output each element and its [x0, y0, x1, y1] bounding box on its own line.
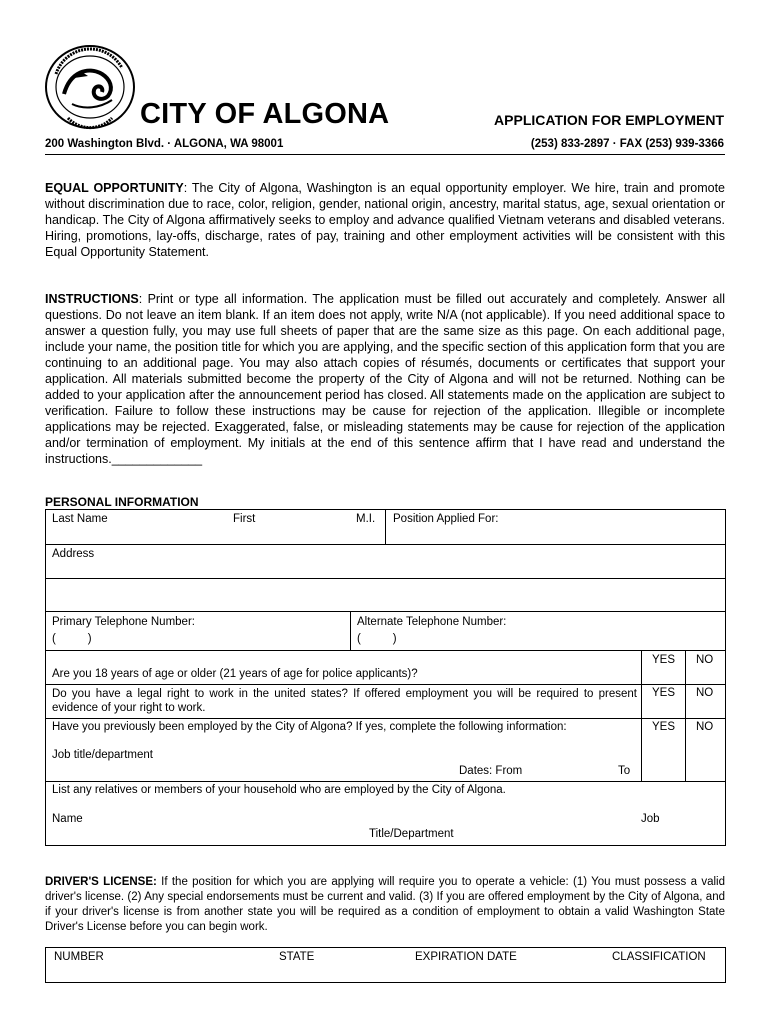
dates-from-label: Dates: From: [459, 765, 523, 777]
question-age-row: [45, 650, 642, 685]
primary-phone-label: Primary Telephone Number:: [52, 616, 195, 628]
relative-title-department-label: Title/Department: [369, 828, 454, 840]
city-phone-fax: (253) 833-2897 · FAX (253) 939-3366: [530, 138, 724, 150]
license-number-label: NUMBER: [54, 951, 104, 963]
first-name-label: First: [233, 513, 256, 525]
age-yes-box[interactable]: [641, 650, 686, 685]
primary-phone-area-code: ( ): [52, 633, 92, 645]
equal-opportunity-statement: [45, 180, 725, 260]
previous-yes-box[interactable]: [641, 718, 686, 782]
city-title: CITY OF ALGONA: [140, 98, 390, 130]
primary-phone-field[interactable]: [45, 611, 351, 651]
city-address: 200 Washington Blvd. · ALGONA, WA 98001: [45, 138, 284, 150]
instructions-text: : Print or type all information. The application must be filled out accurately and completely. Answer all questions. Do not leave an item blank. If an item does not apply, write N/A (not applicable). If you need additional space to answer a question fully, you may use full sheets of paper that are the same size as this page. On each additional page, include your name, the position title for which you are applying, and the specific section of this application form that you are continuing to an additional page. You may also attach copies of résumés, documents or certificates that support your application. All materials submitted become the property of the City of Algona and will not be returned. Nothing can be added to your application after the announcement period has closed. All statements made on the application are subject to verification. Failure to follow these instructions may be cause for rejection of the application. Illegible or incomplete applications may be rejected. Exaggerated, false, or misleading statements may be cause for rejection of the application and/or termination of employment. My initials at the end of this sentence affirm that I have read and understand the instructions._____________: [45, 292, 725, 466]
legal-yes-box[interactable]: [641, 684, 686, 719]
job-title-department-label: Job title/department: [52, 749, 154, 761]
equal-opportunity-heading: EQUAL OPPORTUNITY: [45, 181, 184, 195]
question-previous-employment-text: Have you previously been employed by the City of Algona? If yes, complete the following information:: [52, 721, 567, 733]
dates-to-label: To: [618, 765, 631, 777]
relatives-label: List any relatives or members of your household who are employed by the City of Algona.: [52, 784, 506, 796]
previous-yes-label: YES: [652, 721, 676, 733]
address-label: Address: [52, 548, 95, 560]
alternate-phone-label: Alternate Telephone Number:: [357, 616, 507, 628]
last-name-label: Last Name: [52, 513, 108, 525]
address-line-2-field[interactable]: [45, 578, 726, 612]
question-age-text: Are you 18 years of age or older (21 years of age for police applicants)?: [52, 668, 418, 680]
middle-initial-label: M.I.: [356, 513, 376, 525]
drivers-license-heading: DRIVER'S LICENSE:: [45, 876, 157, 888]
drivers-license-table[interactable]: [45, 947, 726, 983]
alternate-phone-area-code: ( ): [357, 633, 397, 645]
license-classification-label: CLASSIFICATION: [612, 951, 706, 963]
question-legal-row: [45, 684, 642, 719]
personal-information-heading: PERSONAL INFORMATION: [45, 495, 199, 509]
city-seal-logo: [44, 44, 136, 130]
question-previous-employment-row: [45, 718, 642, 782]
question-legal-text: Do you have a legal right to work in the united states? If offered employment you will be required to present evidence of your right to work.: [52, 688, 637, 714]
relative-name-label: Name: [52, 813, 83, 825]
age-no-label: NO: [696, 654, 714, 666]
name-field[interactable]: [45, 509, 386, 545]
legal-no-label: NO: [696, 687, 714, 699]
address-field[interactable]: [45, 544, 726, 579]
relative-job-label: Job: [641, 813, 660, 825]
drivers-license-statement: [45, 875, 725, 935]
age-no-box[interactable]: [685, 650, 726, 685]
instructions-statement: [45, 291, 725, 467]
age-yes-label: YES: [652, 654, 676, 666]
legal-no-box[interactable]: [685, 684, 726, 719]
instructions-heading: INSTRUCTIONS: [45, 292, 139, 306]
license-state-label: STATE: [279, 951, 315, 963]
application-title: APPLICATION FOR EMPLOYMENT: [494, 112, 724, 128]
previous-no-label: NO: [696, 721, 714, 733]
previous-no-box[interactable]: [685, 718, 726, 782]
relatives-field[interactable]: [45, 781, 726, 846]
equal-opportunity-text: : The City of Algona, Washington is an equal opportunity employer. We hire, train and promote without discrimination due to race, color, religion, gender, national origin, ancestry, marital status, age, sexual orientation or handicap. The City of Algona affirmatively seeks to employ and advance qualified Vietnam veterans and disabled veterans. Hiring, promotions, lay-offs, discharge, rates of pay, training and other employment activities will be consistent with this Equal Opportunity Statement.: [45, 181, 725, 259]
alternate-phone-field[interactable]: [350, 611, 726, 651]
header-divider: [45, 154, 725, 155]
position-applied-label: Position Applied For:: [393, 513, 499, 525]
legal-yes-label: YES: [652, 687, 676, 699]
drivers-license-text: If the position for which you are applying will require you to operate a vehicle: (1) You must possess a valid driver's license. (2) Any special endorsements must be current and valid. (3) If you are offered employment by the City of Algona, and if your driver's license is from another state you will be required as a condition of employment to obtain a valid Washington State Driver's License before you can begin work.: [45, 876, 725, 933]
license-expiration-label: EXPIRATION DATE: [415, 951, 517, 963]
position-applied-field[interactable]: [385, 509, 726, 545]
